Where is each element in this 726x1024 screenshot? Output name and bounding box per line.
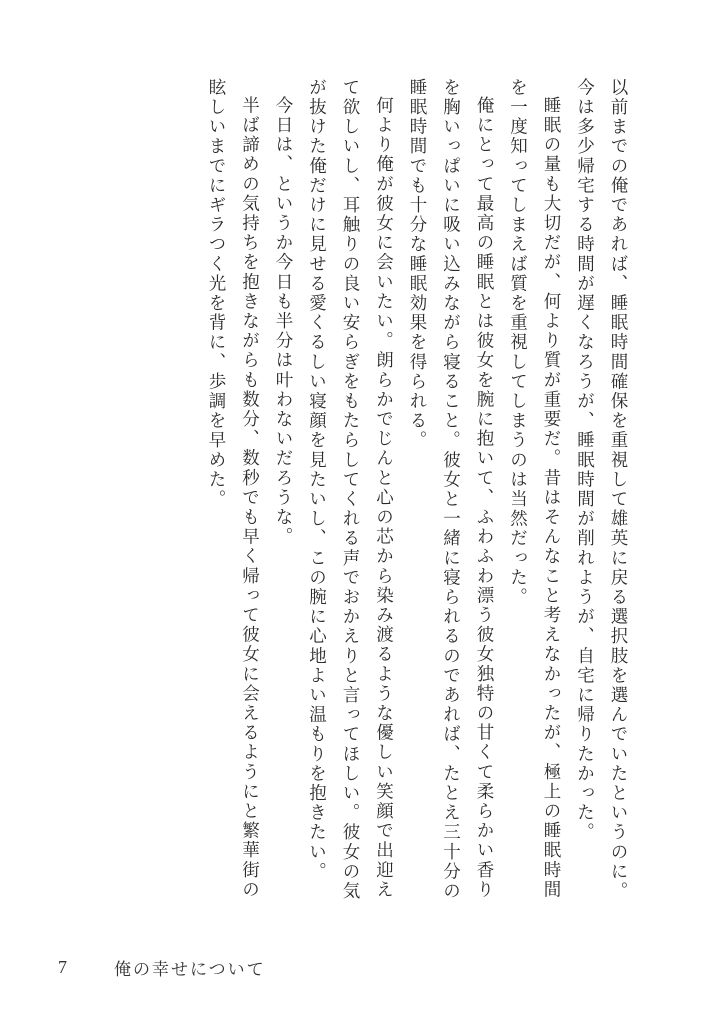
running-title: 俺の幸せについて [114,959,266,980]
paragraph: 半ば諦めの気持ちを抱きながらも数分、数秒でも早く帰って彼女に会えるようにと繁華街の眩しいまでにギラつく光を背に、歩調を早めた。 [206,78,260,900]
paragraph: 睡眠の量も大切だが、何より質が重要だ。昔はそんなこと考えなかったが、極上の睡眠時間を一度知ってしまえば質を重視してしまうのは当然だった。 [507,78,561,900]
paragraph: 何より俺が彼女に会いたい。朗らかでじんと心の芯から染み渡るような優しい笑顔で出迎えて欲しいし、耳触りの良い安らぎをもたらしてくれる声でおかえりと言ってほしい。彼女の気が抜けた俺だけに見せる愛くるしい寝顔を見たいし、この腕に心地よい温もりを抱きたい。 [306,78,394,902]
page-footer [58,952,266,982]
body-text [44,78,634,908]
paragraph: 俺にとって最高の睡眠とは彼女を腕に抱いて、ふわふわ漂う彼女独特の甘くて柔らかい香りを胸いっぱいに吸い込みながら寝ること。彼女と一緒に寝られるのであれば、たとえ三十分の睡眠時間でも十分な睡眠効果を得られる。 [407,78,494,902]
paragraph: 今日は、というか今日も半分は叶わないだろうな。 [273,95,293,547]
paragraph: 以前までの俺であれば、睡眠時間確保を重視して雄英に戻る選択肢を選んでいたというのに。今は多少帰宅する時間が遅くなろうが、睡眠時間が削れようが、自宅に帰りたかった。 [574,78,628,902]
page-number: 7 [58,956,67,977]
